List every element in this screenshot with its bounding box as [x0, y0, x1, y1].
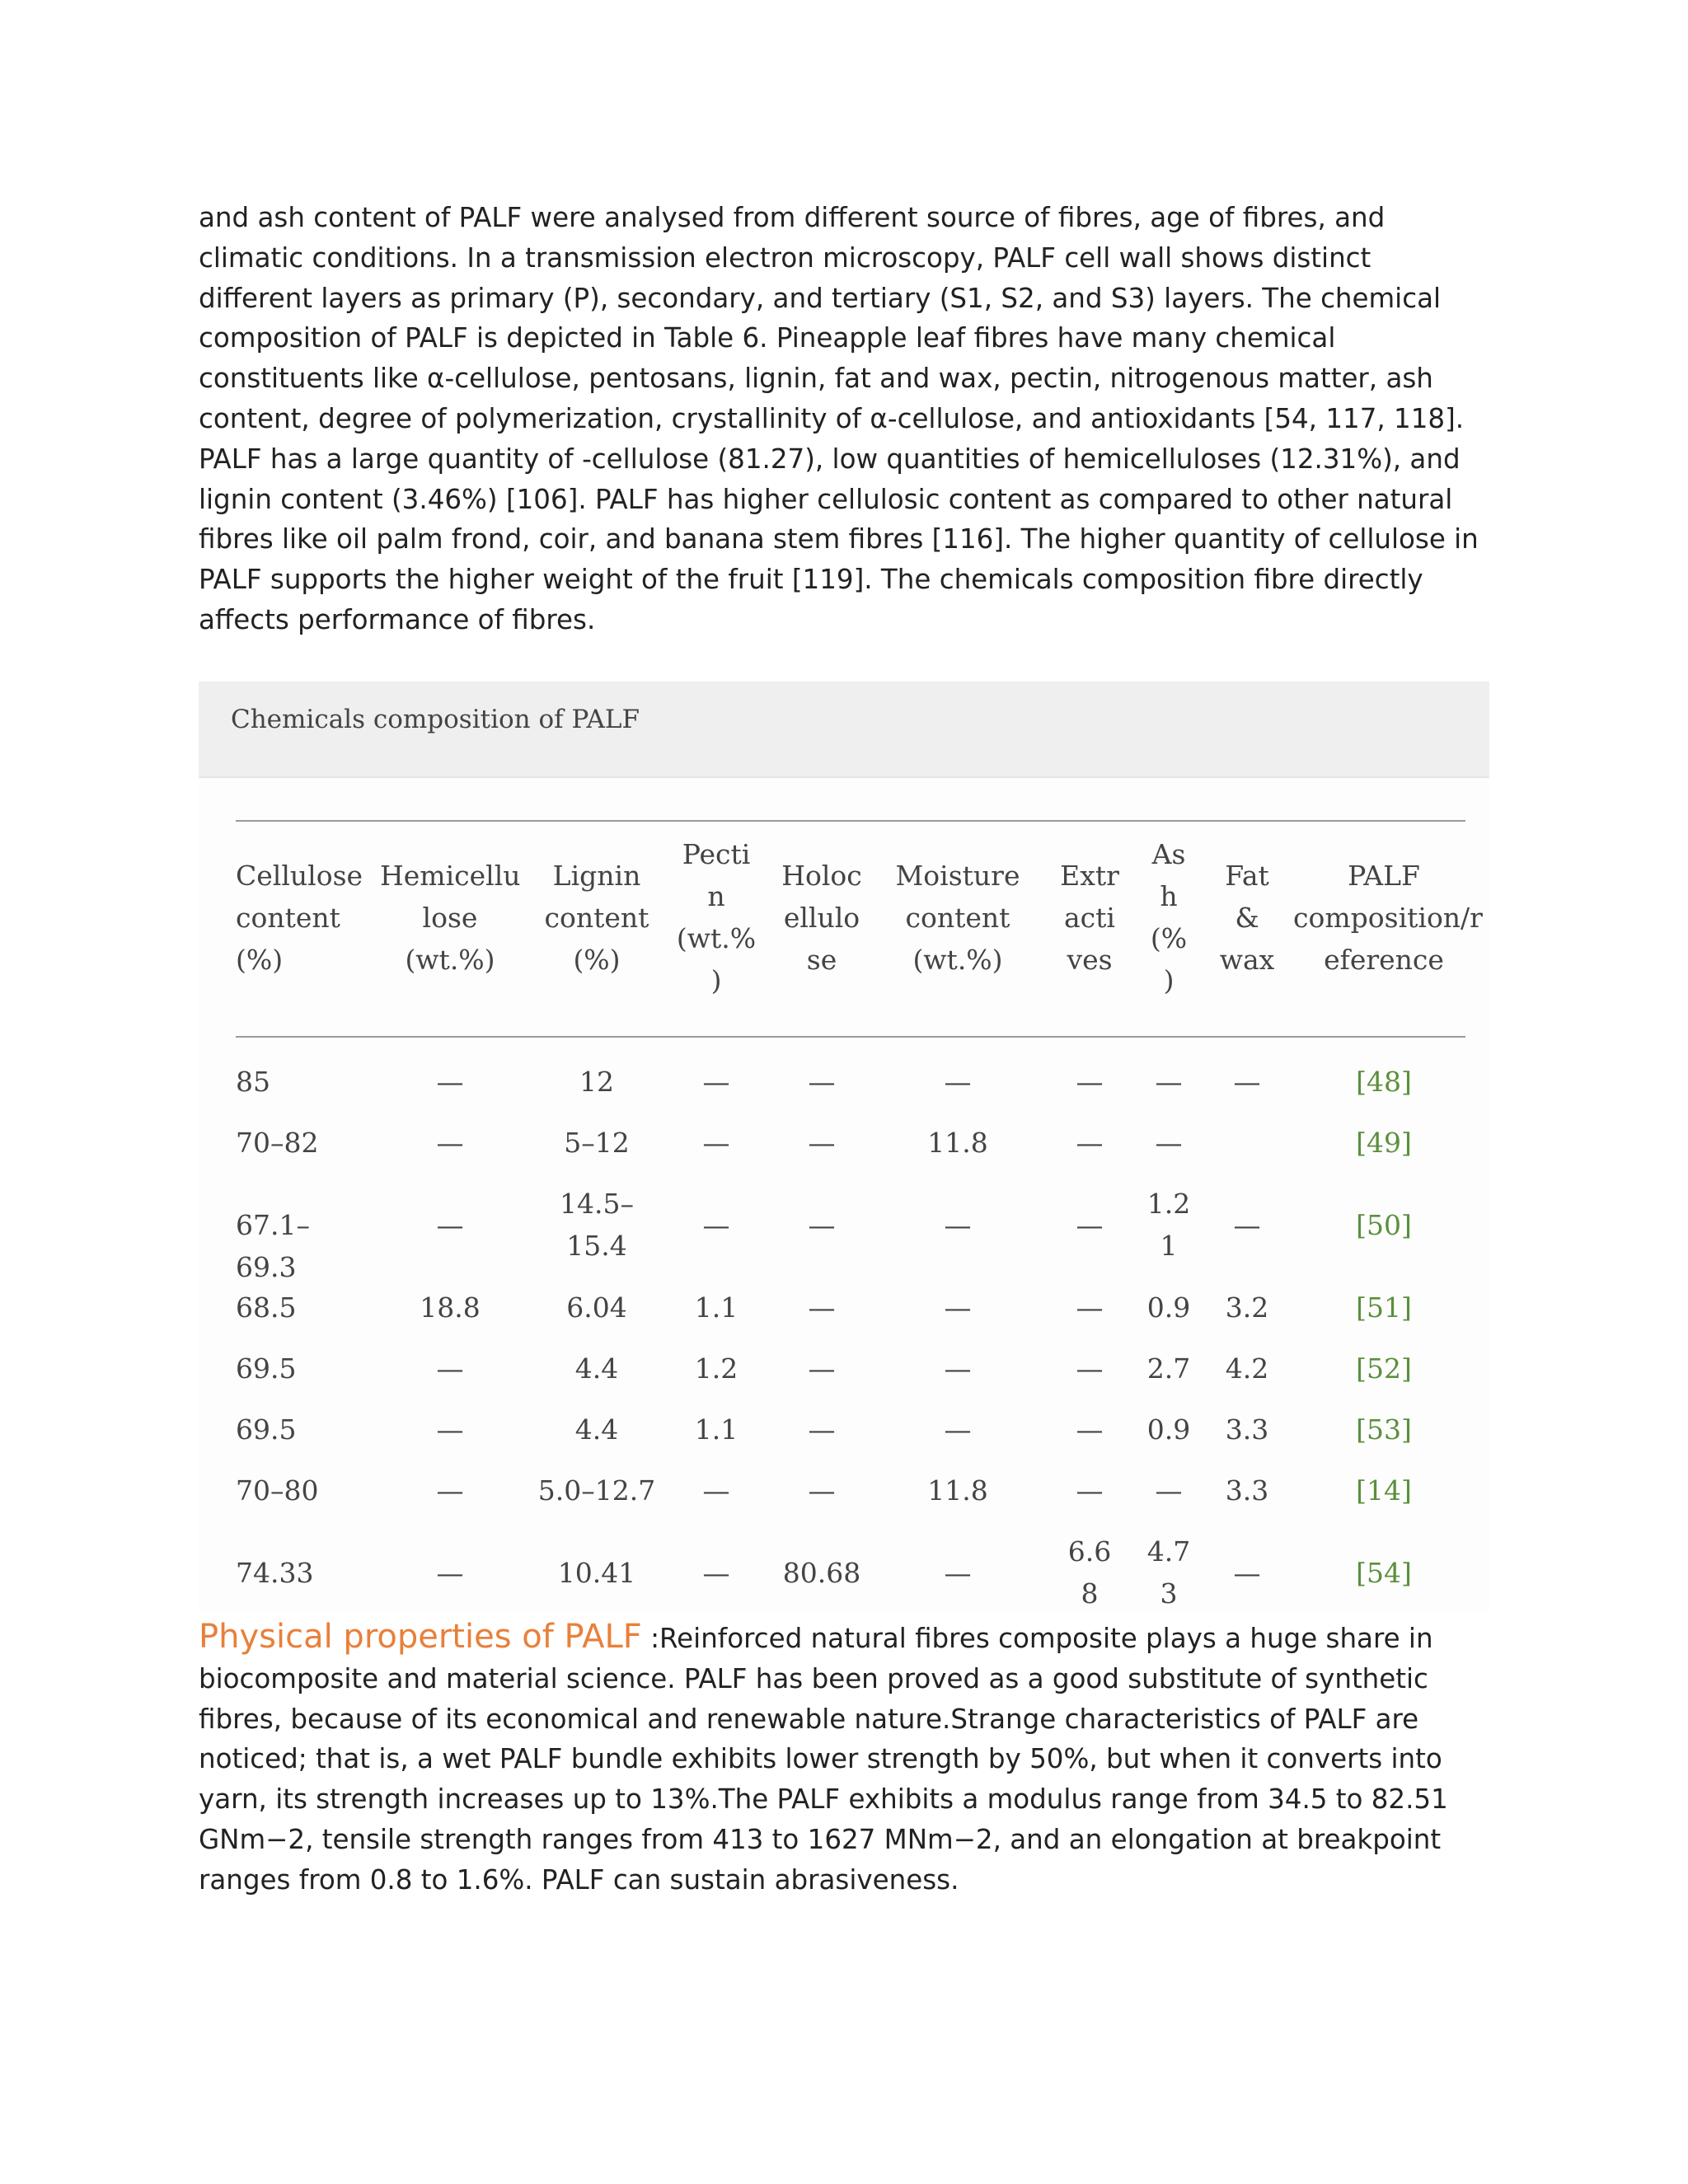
table-caption-bar — [199, 682, 1489, 778]
table-figure — [199, 682, 1489, 1613]
table-cell: — — [436, 1126, 464, 1159]
table-caption: Chemicals composition of PALF — [231, 705, 640, 734]
table-cell: 0.9 — [1146, 1291, 1191, 1324]
table-cell: — — [1155, 1126, 1183, 1159]
table-cell: 10.41 — [557, 1556, 636, 1589]
table-cell: — — [1155, 1065, 1183, 1098]
table-cell: 68.5 — [236, 1291, 297, 1324]
physical-properties-section — [199, 1617, 1493, 1900]
table-cell: 1.1 — [694, 1291, 738, 1324]
intro-paragraph: and ash content of PALF were analysed from different source of fibres, age of fibres, and climatic conditions. In a transmission electron microscopy, PALF cell wall shows distinct different layers as primary (P), secondary, and tertiary (S1, S2, and S3) layers. The chemical composition of PALF is depicted in Table 6. Pineapple leaf fibres have many chemical constituents like α-cellulose, pentosans, lignin, fat and wax, pectin, nitrogenous matter, ash content, degree of polymerization, crystallinity of α-cellulose, and antioxidants [54, 117, 118]. PALF has a large quantity of -cellulose (81.27), low quantities of hemicelluloses (12.31%), and lignin content (3.46%) [106]. PALF has higher cellulosic content as compared to other natural fibres like oil palm frond, coir, and banana stem fibres [116]. The higher quantity of cellulose in PALF supports the higher weight of the fruit [119]. The chemicals composition fibre directly affects performance of fibres. — [199, 202, 1479, 635]
table-cell: — — [702, 1556, 730, 1589]
section-heading: Physical properties of PALF — [199, 1618, 642, 1656]
table-cell: — — [1155, 1474, 1183, 1507]
table-cell: — — [702, 1126, 730, 1159]
table-cell: 1.2 — [694, 1352, 738, 1385]
table-cell: 0.9 — [1146, 1413, 1191, 1446]
reference-link[interactable]: [48] — [1356, 1065, 1412, 1098]
column-header: Cellulose content (%) — [236, 859, 363, 976]
table-cell: 11.8 — [927, 1126, 988, 1159]
table-cell: — — [702, 1065, 730, 1098]
table-cell: — — [808, 1208, 836, 1241]
column-header: Hemicellu lose (wt.%) — [380, 859, 521, 976]
column-header: Holoc ellulo se — [781, 859, 862, 976]
table-cell: — — [436, 1474, 464, 1507]
table-cell: 69.5 — [236, 1413, 297, 1446]
column-header: As h (% ) — [1150, 838, 1188, 996]
table-cell: — — [1233, 1556, 1261, 1589]
table-cell: — — [808, 1065, 836, 1098]
table-cell: 1.1 — [694, 1413, 738, 1446]
section-body: :Reinforced natural fibres composite plays a huge share in biocomposite and material science. PALF has been proved as a good substitute of synthetic fibres, because of its economical and renewable nature.Strange characteristics of PALF are noticed; that is, a wet PALF bundle exhibits lower strength by 50%, but when it converts into yarn, its strength increases up to 13%.The PALF exhibits a modulus range from 34.5 to 82.51 GNm−2, tensile strength ranges from 413 to 1627 MNm−2, and an elongation at breakpoint ranges from 0.8 to 1.6%. PALF can sustain abrasiveness. — [199, 1623, 1448, 1896]
table-cell: — — [1076, 1474, 1104, 1507]
column-header: PALF composition/r eference — [1293, 859, 1483, 976]
table-cell: 18.8 — [420, 1291, 481, 1324]
table-cell: — — [808, 1126, 836, 1159]
table-cell: 3.3 — [1225, 1413, 1269, 1446]
table-cell: — — [944, 1413, 972, 1446]
table-cell: 1.2 1 — [1146, 1188, 1191, 1262]
table-cell: — — [808, 1291, 836, 1324]
table-cell: 5.0–12.7 — [537, 1474, 656, 1507]
table-cell: 74.33 — [236, 1556, 314, 1589]
table-cell: — — [808, 1352, 836, 1385]
table-cell: 80.68 — [782, 1556, 861, 1589]
table-cell: — — [436, 1352, 464, 1385]
reference-link[interactable]: [54] — [1356, 1556, 1412, 1589]
table-cell: 2.7 — [1146, 1352, 1191, 1385]
table-cell: — — [1076, 1291, 1104, 1324]
table-cell: 85 — [236, 1065, 270, 1098]
table-cell: 67.1–69.3 — [236, 1208, 310, 1283]
table-cell: 4.7 3 — [1146, 1535, 1191, 1610]
table-cell: — — [436, 1556, 464, 1589]
table-cell: — — [1076, 1413, 1104, 1446]
table-cell: 14.5– 15.4 — [560, 1188, 634, 1262]
table-cell: — — [436, 1065, 464, 1098]
reference-link[interactable]: [14] — [1356, 1474, 1412, 1507]
table-cell: — — [1076, 1065, 1104, 1098]
table-cell: 70–80 — [236, 1474, 319, 1507]
table-cell: 6.04 — [566, 1291, 627, 1324]
table-cell: — — [944, 1208, 972, 1241]
reference-link[interactable]: [50] — [1356, 1208, 1412, 1241]
column-header: Pecti n (wt.% ) — [676, 838, 757, 996]
table-cell: — — [808, 1474, 836, 1507]
table-cell: — — [1233, 1208, 1261, 1241]
table-cell: — — [944, 1352, 972, 1385]
table-top-rule — [236, 820, 1465, 822]
table-cell: — — [944, 1291, 972, 1324]
column-header: Moisture content (wt.%) — [895, 859, 1020, 976]
reference-link[interactable]: [52] — [1356, 1352, 1412, 1385]
table-cell: — — [944, 1065, 972, 1098]
table-cell: 5–12 — [564, 1126, 630, 1159]
table-cell: — — [808, 1413, 836, 1446]
table-header-rule — [236, 1036, 1465, 1038]
table-cell: 12 — [579, 1065, 614, 1098]
table-cell: 3.2 — [1225, 1291, 1269, 1324]
reference-link[interactable]: [49] — [1356, 1126, 1412, 1159]
table-cell: 69.5 — [236, 1352, 297, 1385]
table-cell: 4.2 — [1225, 1352, 1269, 1385]
reference-link[interactable]: [53] — [1356, 1413, 1412, 1446]
table-cell: — — [1076, 1208, 1104, 1241]
table-cell: 70–82 — [236, 1126, 319, 1159]
table-cell: — — [1076, 1352, 1104, 1385]
table-cell: — — [436, 1413, 464, 1446]
table-cell: — — [702, 1208, 730, 1241]
table-cell: — — [702, 1474, 730, 1507]
table-cell: 6.6 8 — [1067, 1535, 1112, 1610]
table-cell: — — [944, 1556, 972, 1589]
reference-link[interactable]: [51] — [1356, 1291, 1412, 1324]
table-cell: 3.3 — [1225, 1474, 1269, 1507]
column-header: Fat & wax — [1219, 859, 1275, 976]
column-header: Lignin content (%) — [544, 859, 649, 976]
table-cell: 4.4 — [574, 1413, 619, 1446]
table-cell: 11.8 — [927, 1474, 988, 1507]
table-cell: — — [436, 1208, 464, 1241]
table-cell: — — [1233, 1065, 1261, 1098]
column-header: Extr acti ves — [1060, 859, 1119, 976]
table-cell: 4.4 — [574, 1352, 619, 1385]
table-cell: — — [1076, 1126, 1104, 1159]
